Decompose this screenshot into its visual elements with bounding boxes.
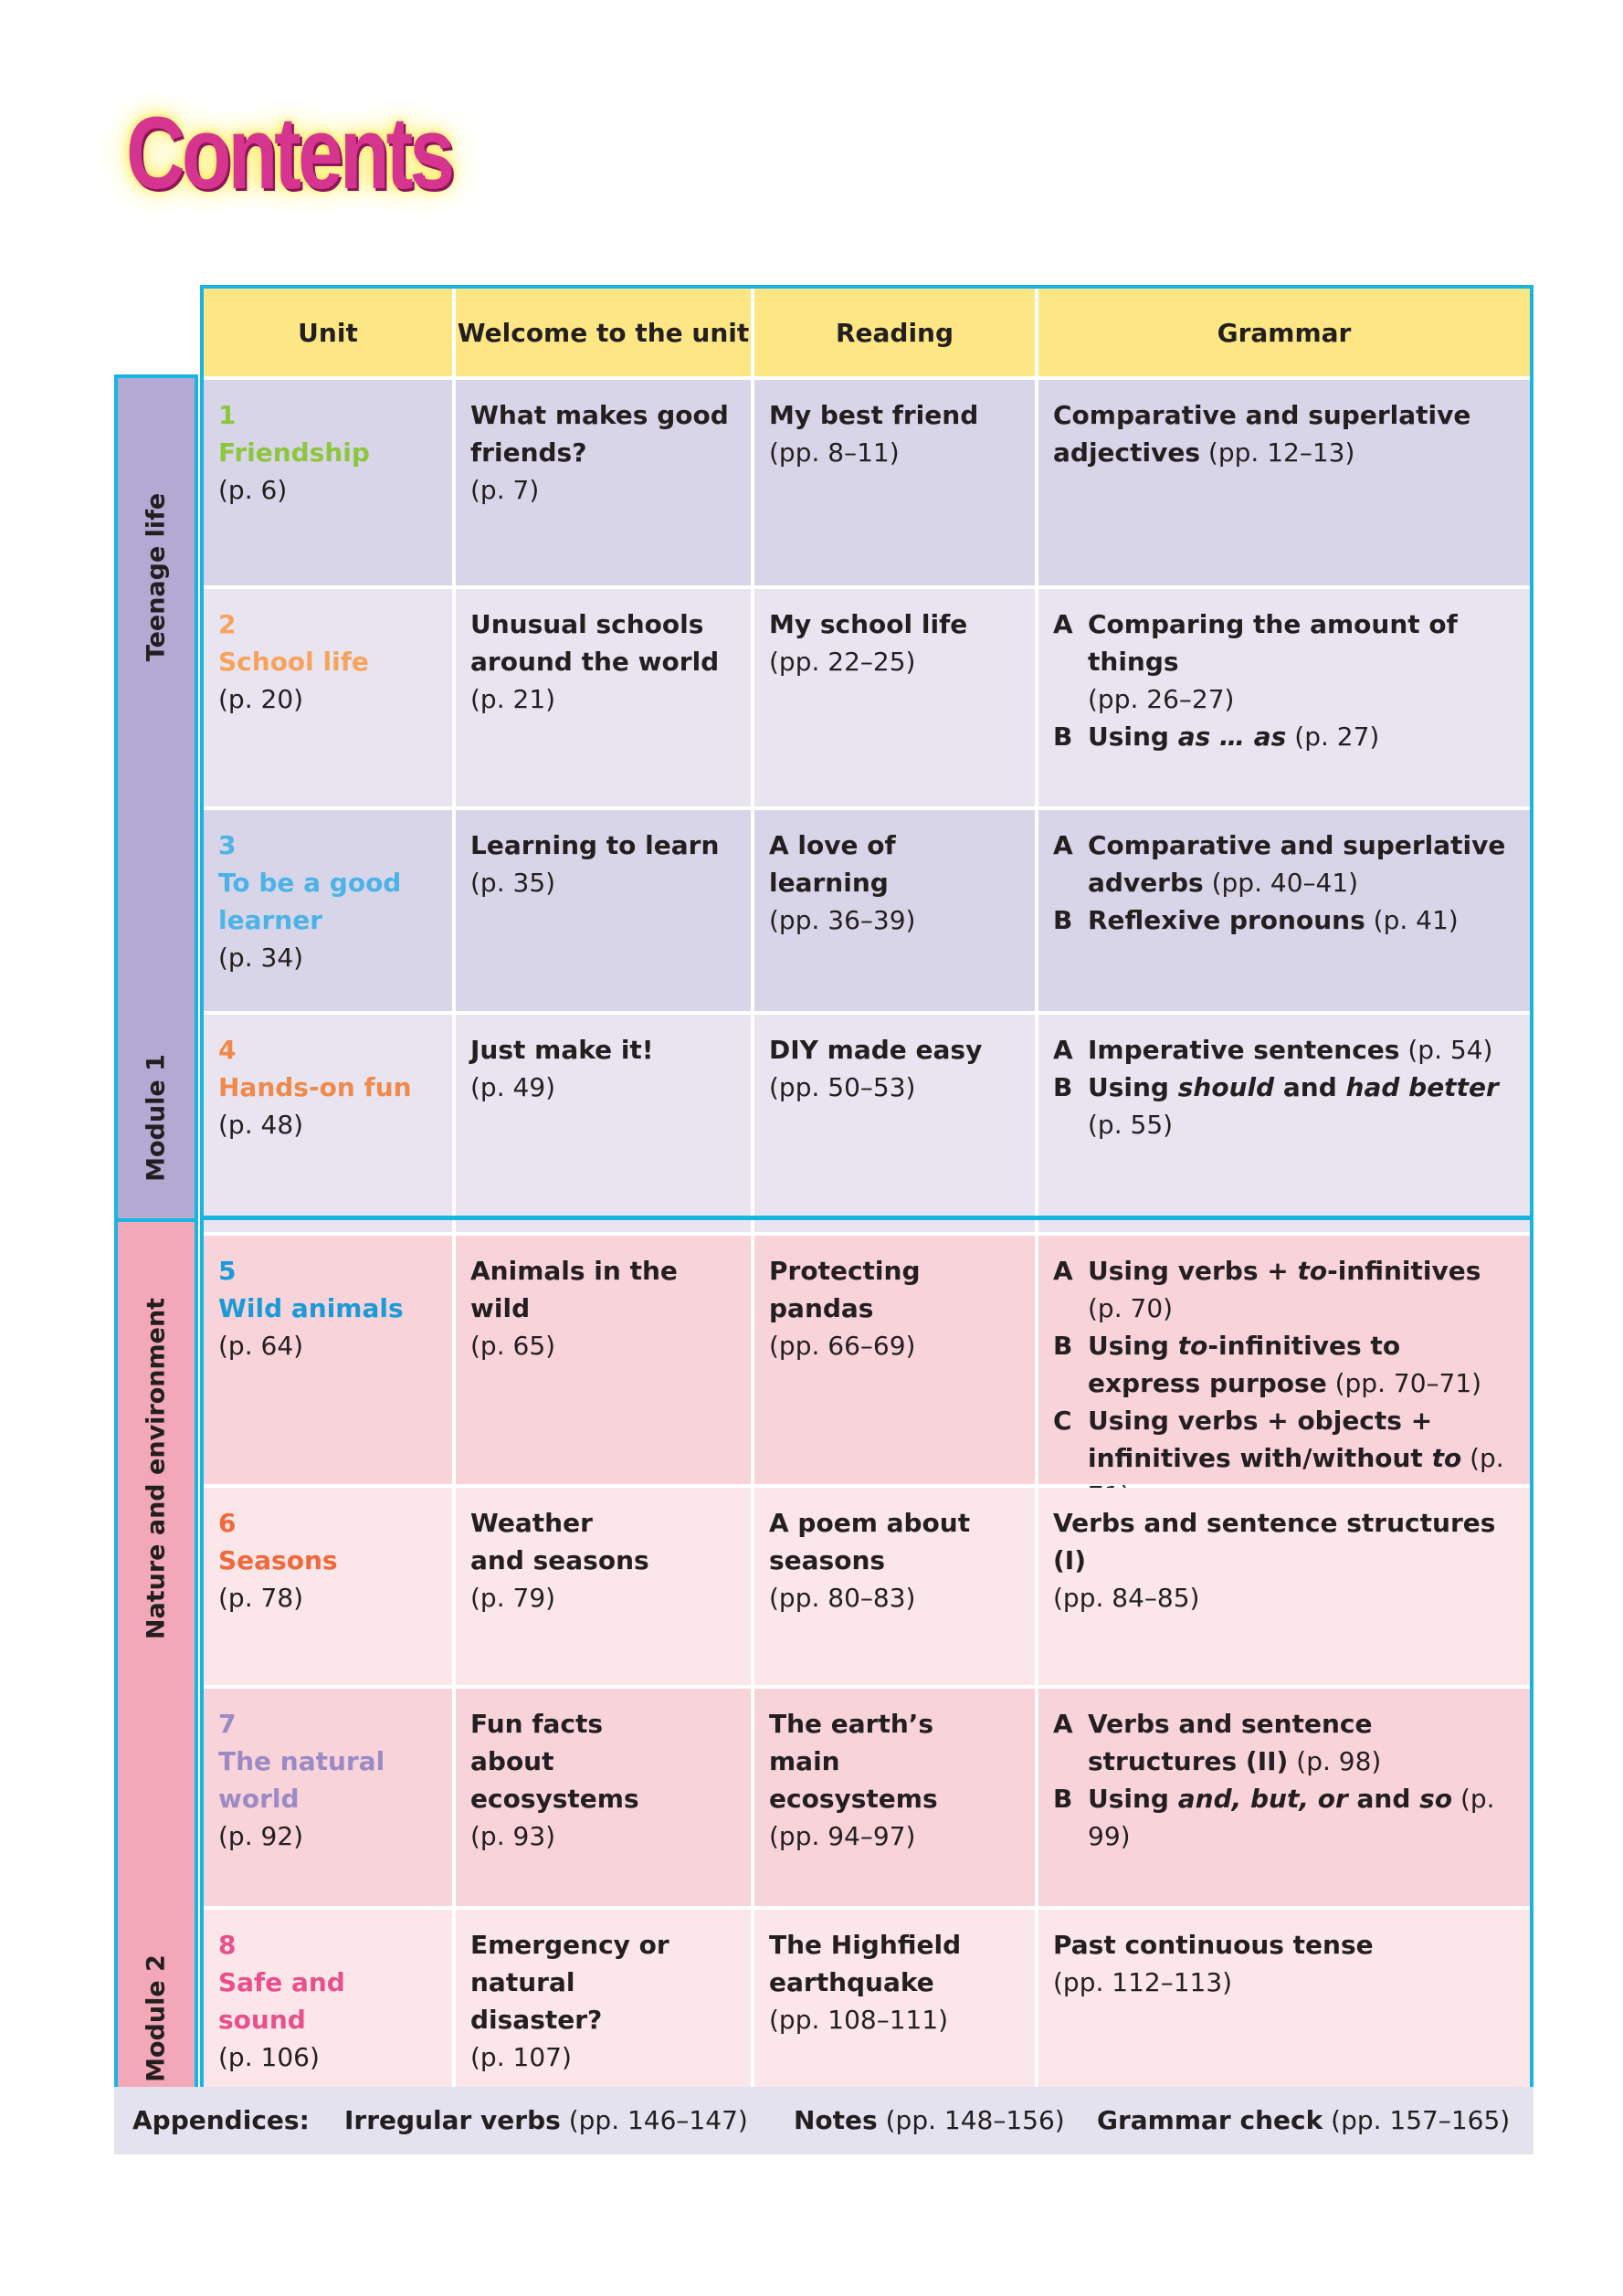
grammar-cell-5[interactable] xyxy=(1038,1236,1530,1484)
unit-name: To be a good learner xyxy=(218,868,402,935)
appendices-label: Appendices: xyxy=(132,2105,310,2135)
grammar-cell-7[interactable] xyxy=(1038,1689,1530,1906)
grammar-page: (p. xyxy=(1470,1443,1504,1473)
item-letter: B xyxy=(1053,905,1073,935)
welcome-title: Weather and seasons xyxy=(470,1508,649,1575)
reading-page: (pp. 22–25) xyxy=(769,647,916,677)
welcome-title: Fun facts about ecosystems xyxy=(470,1709,639,1814)
unit-page: (p. 48) xyxy=(218,1110,304,1140)
grammar-italic: as … as xyxy=(1177,721,1287,752)
grammar-cell-1[interactable] xyxy=(1038,380,1530,585)
unit-cell-4[interactable] xyxy=(204,1015,452,1232)
appendix-page: (pp. 157–165) xyxy=(1331,2105,1511,2135)
reading-cell-8[interactable] xyxy=(754,1910,1035,2102)
welcome-page: (p. 49) xyxy=(470,1072,556,1102)
grammar-text: Comparing the amount of things xyxy=(1088,609,1458,677)
reading-cell-4[interactable] xyxy=(754,1015,1035,1232)
grammar-text: Using xyxy=(1088,1331,1178,1361)
grammar-page: (pp. 112–113) xyxy=(1053,1967,1233,1997)
appendix-title: Notes xyxy=(794,2105,878,2135)
theme-label-nature: Nature and environment xyxy=(142,1297,171,1640)
item-letter: C xyxy=(1053,1406,1072,1436)
unit-name: Hands-on fun xyxy=(218,1072,412,1102)
grammar-page: (pp. 40–41) xyxy=(1211,868,1359,898)
reading-title: Protecting pandas xyxy=(769,1256,921,1323)
grammar-page: (p. 99) xyxy=(1088,1784,1495,1851)
grammar-text: and xyxy=(1347,1784,1420,1814)
welcome-title: Learning to learn xyxy=(470,830,720,860)
unit-name: The natural world xyxy=(218,1746,385,1814)
appendix-page: (pp. 148–156) xyxy=(885,2105,1065,2135)
grammar-italic: so xyxy=(1419,1784,1453,1814)
welcome-title: Just make it! xyxy=(470,1035,654,1065)
reading-title: The Highfield earthquake xyxy=(769,1930,962,1997)
module-2-label: Module 2 xyxy=(142,1954,171,2082)
unit-page: (p. 34) xyxy=(218,943,304,973)
reading-page: (pp. 80–83) xyxy=(769,1583,916,1613)
welcome-page: (p. 7) xyxy=(470,475,540,505)
grammar-page: (p. 55) xyxy=(1088,1110,1174,1140)
reading-page: (pp. 66–69) xyxy=(769,1331,916,1361)
grammar-page: (p. 41) xyxy=(1373,905,1459,935)
reading-page: (pp. 36–39) xyxy=(769,905,916,935)
page-title: Contents xyxy=(126,96,452,210)
grammar-item-a xyxy=(1053,827,1517,901)
grammar-item-b xyxy=(1053,1327,1517,1402)
grammar-cell-4[interactable] xyxy=(1038,1015,1530,1232)
reading-page: (pp. 94–97) xyxy=(769,1821,916,1851)
appendix-grammar-check[interactable] xyxy=(1097,2105,1510,2135)
welcome-cell-2[interactable] xyxy=(456,589,751,806)
unit-cell-5[interactable] xyxy=(204,1236,452,1484)
reading-page: (pp. 50–53) xyxy=(769,1072,916,1102)
welcome-title: What makes good friends? xyxy=(470,400,729,468)
unit-name: Wild animals xyxy=(218,1293,404,1323)
grammar-text: Imperative sentences xyxy=(1088,1035,1400,1065)
grammar-text: Reflexive pronouns xyxy=(1088,905,1365,935)
welcome-title: Unusual schools around the world xyxy=(470,609,720,677)
unit-page: (p. 106) xyxy=(218,2042,320,2072)
module-1-band xyxy=(114,374,198,1220)
grammar-cell-6[interactable] xyxy=(1038,1488,1530,1685)
grammar-text: Using xyxy=(1088,1784,1178,1814)
reading-cell-3[interactable] xyxy=(754,810,1035,1011)
unit-page: (p. 6) xyxy=(218,475,288,505)
grammar-text: Verbs and sentence structures (II) xyxy=(1088,1709,1373,1776)
module-divider xyxy=(200,1216,1533,1220)
grammar-text: Past continuous tense xyxy=(1053,1930,1374,1960)
header-reading: Reading xyxy=(754,289,1035,376)
item-letter: A xyxy=(1053,1256,1073,1286)
grammar-page: (pp. 84–85) xyxy=(1053,1583,1200,1613)
unit-number: 3 xyxy=(218,830,237,860)
unit-cell-8[interactable] xyxy=(204,1910,452,2102)
reading-cell-7[interactable] xyxy=(754,1689,1035,1906)
appendix-title: Grammar check xyxy=(1097,2105,1323,2135)
reading-title: My best friend xyxy=(769,400,979,430)
grammar-italic: to xyxy=(1297,1256,1328,1286)
unit-number: 4 xyxy=(218,1035,237,1065)
grammar-text: Using xyxy=(1088,1072,1178,1102)
unit-cell-2[interactable] xyxy=(204,589,452,806)
header-unit: Unit xyxy=(204,289,452,376)
item-letter: B xyxy=(1053,1072,1073,1102)
unit-name: Safe and sound xyxy=(218,1967,345,2035)
grammar-text: Using xyxy=(1088,721,1178,752)
reading-title: The earth’s main ecosystems xyxy=(769,1709,938,1814)
welcome-page: (p. 35) xyxy=(470,868,556,898)
grammar-text: Using verbs + xyxy=(1088,1256,1298,1286)
unit-number: 8 xyxy=(218,1930,237,1960)
item-letter: B xyxy=(1053,1331,1073,1361)
reading-title: A poem about seasons xyxy=(769,1508,971,1575)
theme-label-teenage-life: Teenage life xyxy=(142,492,171,662)
header-grammar: Grammar xyxy=(1038,289,1530,376)
grammar-page: (pp. 26–27) xyxy=(1088,684,1235,714)
reading-cell-2[interactable] xyxy=(754,589,1035,806)
welcome-page: (p. 79) xyxy=(470,1583,556,1613)
reading-title: A love of learning xyxy=(769,830,896,898)
item-letter: A xyxy=(1053,609,1073,639)
grammar-item-b xyxy=(1053,901,1517,939)
unit-number: 2 xyxy=(218,609,237,639)
appendix-irregular-verbs[interactable] xyxy=(344,2105,748,2135)
welcome-cell-6[interactable] xyxy=(456,1488,751,1685)
grammar-item-b xyxy=(1053,718,1517,755)
appendix-page: (pp. 146–147) xyxy=(568,2105,748,2135)
welcome-cell-7[interactable] xyxy=(456,1689,751,1906)
unit-number: 5 xyxy=(218,1256,237,1286)
reading-title: DIY made easy xyxy=(769,1035,983,1065)
appendix-title: Irregular verbs xyxy=(344,2105,561,2135)
welcome-title: Emergency or natural disaster? xyxy=(470,1930,669,2035)
grammar-page: (pp. 70–71) xyxy=(1334,1368,1482,1398)
grammar-italic: to xyxy=(1177,1331,1208,1361)
appendix-notes[interactable] xyxy=(794,2105,1065,2135)
welcome-page: (p. 21) xyxy=(470,684,556,714)
item-letter: B xyxy=(1053,721,1073,752)
grammar-page: (pp. 12–13) xyxy=(1207,437,1355,468)
grammar-text: -infinitives to express purpose xyxy=(1088,1331,1401,1398)
welcome-cell-5[interactable] xyxy=(456,1236,751,1484)
module-2-band xyxy=(114,1218,198,2106)
welcome-page: (p. 93) xyxy=(470,1821,556,1851)
grammar-italic: and, but, or xyxy=(1177,1784,1348,1814)
grammar-text: Comparative and superlative adjectives xyxy=(1053,400,1471,468)
unit-name: Seasons xyxy=(218,1545,338,1575)
grammar-item-a xyxy=(1053,606,1517,718)
welcome-cell-8[interactable] xyxy=(456,1910,751,2102)
item-letter: B xyxy=(1053,1784,1073,1814)
item-letter: A xyxy=(1053,830,1073,860)
grammar-italic: to xyxy=(1431,1443,1462,1473)
welcome-cell-1[interactable] xyxy=(456,380,751,585)
grammar-text: Using verbs + objects + infinitives with/without xyxy=(1088,1406,1433,1473)
welcome-page: (p. 65) xyxy=(470,1331,556,1361)
reading-page: (pp. 108–111) xyxy=(769,2005,949,2035)
unit-page: (p. 92) xyxy=(218,1821,304,1851)
welcome-cell-4[interactable] xyxy=(456,1015,751,1232)
grammar-cell-3[interactable] xyxy=(1038,810,1530,1011)
grammar-text: -infinitives xyxy=(1327,1256,1481,1286)
grammar-item-a xyxy=(1053,1031,1517,1069)
grammar-page: (p. 54) xyxy=(1407,1035,1493,1065)
grammar-text: Verbs and sentence structures (I) xyxy=(1053,1508,1496,1575)
grammar-italic: had better xyxy=(1345,1072,1499,1102)
item-letter: A xyxy=(1053,1035,1073,1065)
header-welcome: Welcome to the unit xyxy=(456,289,751,376)
unit-name: School life xyxy=(218,647,369,677)
module-1-label: Module 1 xyxy=(142,1054,171,1182)
appendices-bar xyxy=(114,2087,1533,2154)
item-letter: A xyxy=(1053,1709,1073,1739)
unit-cell-1[interactable] xyxy=(204,380,452,585)
unit-number: 7 xyxy=(218,1709,237,1739)
reading-page: (pp. 8–11) xyxy=(769,437,900,468)
unit-name: Friendship xyxy=(218,437,370,468)
grammar-page: (p. 98) xyxy=(1296,1746,1382,1776)
grammar-item-b xyxy=(1053,1780,1517,1855)
reading-title: My school life xyxy=(769,609,968,639)
grammar-text: and xyxy=(1274,1072,1346,1102)
reading-cell-1[interactable] xyxy=(754,380,1035,585)
unit-cell-6[interactable] xyxy=(204,1488,452,1685)
unit-page: (p. 64) xyxy=(218,1331,304,1361)
grammar-page: (p. 27) xyxy=(1294,721,1380,752)
grammar-italic: should xyxy=(1177,1072,1275,1102)
reading-cell-5[interactable] xyxy=(754,1236,1035,1484)
unit-page: (p. 20) xyxy=(218,684,304,714)
grammar-page: (p. 70) xyxy=(1088,1293,1174,1323)
unit-number: 1 xyxy=(218,400,237,430)
unit-cell-7[interactable] xyxy=(204,1689,452,1906)
unit-page: (p. 78) xyxy=(218,1583,304,1613)
grammar-text: Comparative and superlative adverbs xyxy=(1088,830,1506,898)
reading-cell-6[interactable] xyxy=(754,1488,1035,1685)
unit-number: 6 xyxy=(218,1508,237,1538)
welcome-page: (p. 107) xyxy=(470,2042,572,2072)
grammar-cell-8[interactable] xyxy=(1038,1910,1530,2102)
grammar-item-a xyxy=(1053,1705,1517,1780)
unit-cell-3[interactable] xyxy=(204,810,452,1011)
contents-table xyxy=(200,285,1533,2106)
grammar-item-a xyxy=(1053,1252,1517,1327)
welcome-cell-3[interactable] xyxy=(456,810,751,1011)
welcome-title: Animals in the wild xyxy=(470,1256,678,1323)
grammar-cell-2[interactable] xyxy=(1038,589,1530,806)
grammar-item-b xyxy=(1053,1069,1517,1143)
